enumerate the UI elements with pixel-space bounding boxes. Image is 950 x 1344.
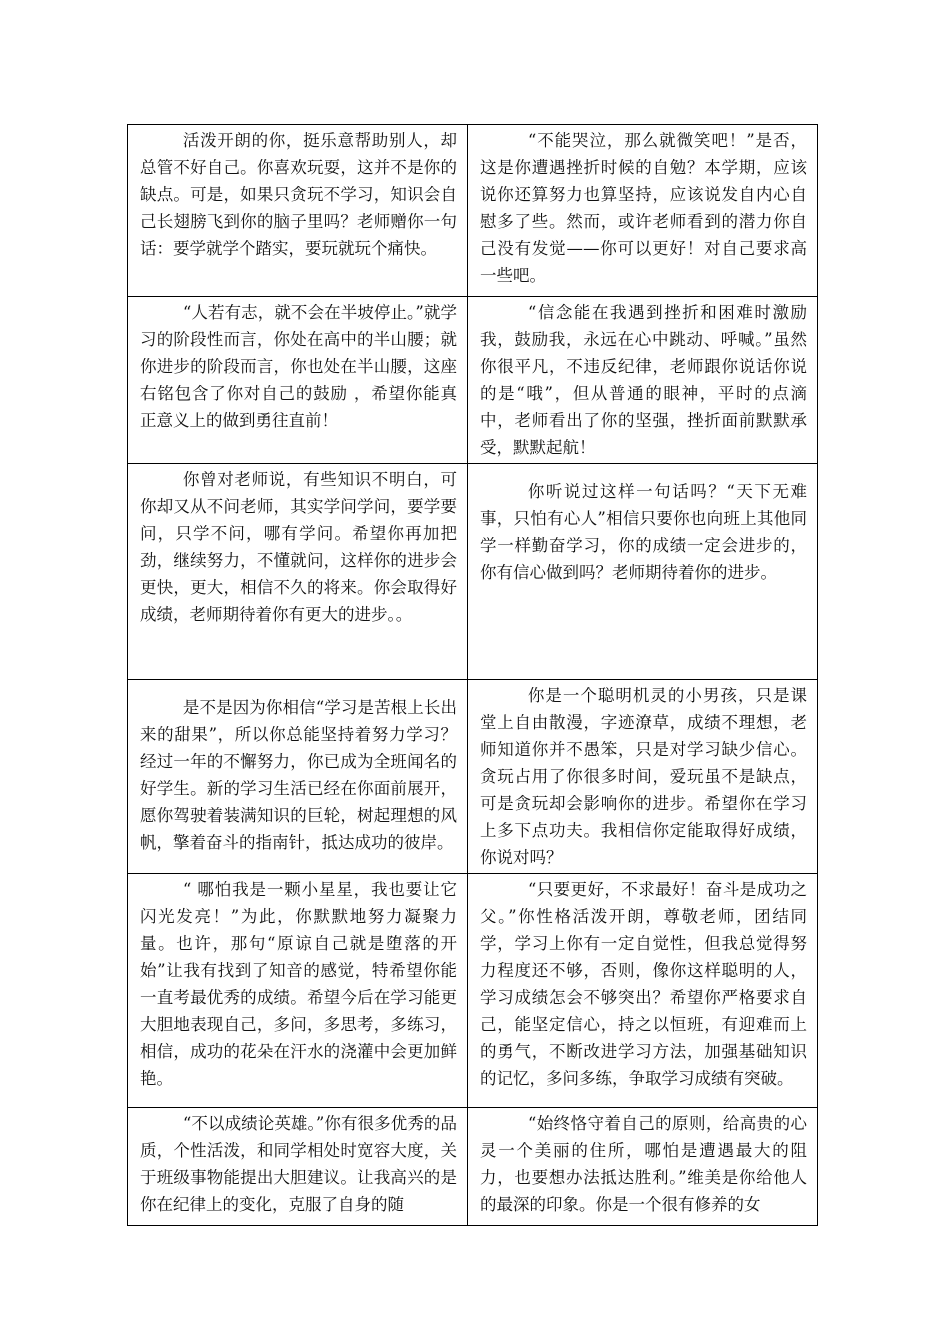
table-row <box>128 297 818 464</box>
comment-text: 你听说过这样一句话吗？“天下无难事，只怕有心人”相信只要你也向班上其他同学一样勤奋学习，你的成绩一定会进步的，你有信心做到吗？老师期待着你的进步。 <box>480 482 807 582</box>
comment-cell-left <box>128 1108 468 1226</box>
comment-text: 活泼开朗的你，挺乐意帮助别人，却总管不好自己。你喜欢玩耍，这并不是你的缺点。可是，如果只贪玩不学习，知识会自己长翅膀飞到你的脑子里吗？老师赠你一句话：要学就学个踏实，要玩就玩个痛快。 <box>140 131 457 258</box>
comment-cell-left <box>128 464 468 680</box>
comment-text: “ 哪怕我是一颗小星星，我也要让它闪光发亮！”为此，你默默地努力凝聚力量。也许，那句“原谅自己就是堕落的开始”让我有找到了知音的感觉，特希望你能一直考最优秀的成绩。希望今后在学习能更大胆地表现自己，多问，多思考，多练习，相信，成功的花朵在汗水的浇灌中会更加鲜艳。 <box>140 880 457 1088</box>
comment-text: “信念能在我遇到挫折和困难时激励我，鼓励我，永远在心中跳动、呼喊。”虽然你很平凡，不违反纪律，老师跟你说话你说的是“哦”，但从普通的眼神，平时的点滴中，老师看出了你的坚强，挫折面前默默承受，默默起航！ <box>480 303 807 457</box>
comment-text: “人若有志，就不会在半坡停止。”就学习的阶段性而言，你处在高中的半山腰；就你进步的阶段而言，你也处在半山腰，这座右铭包含了你对自己的鼓励 ，希望你能真正意义上的做到勇往直前！ <box>140 303 457 430</box>
comments-table <box>127 124 818 1226</box>
comment-cell-right <box>468 464 818 680</box>
comment-cell-left <box>128 874 468 1108</box>
comment-text: “不以成绩论英雄。”你有很多优秀的品质，个性活泼，和同学相处时宽容大度，关于班级事物能提出大胆建议。让我高兴的是你在纪律上的变化，克服了自身的随 <box>140 1114 457 1214</box>
table-row <box>128 874 818 1108</box>
comment-cell-right <box>468 1108 818 1226</box>
table-row <box>128 680 818 874</box>
table-row <box>128 1108 818 1226</box>
comment-cell-left <box>128 297 468 464</box>
comment-text: 你是一个聪明机灵的小男孩，只是课堂上自由散漫，字迹潦草，成绩不理想，老师知道你并不愚笨，只是对学习缺少信心。贪玩占用了你很多时间，爱玩虽不是缺点，可是贪玩却会影响你的进步。希望你在学习上多下点功夫。我相信你定能取得好成绩，你说对吗？ <box>480 686 807 867</box>
comment-text: 你曾对老师说，有些知识不明白，可你却又从不问老师，其实学问学问，要学要问，只学不问，哪有学问。希望你再加把劲，继续努力，不懂就问，这样你的进步会更快，更大，相信不久的将来。你会取得好成绩，老师期待着你有更大的进步。。 <box>140 470 457 624</box>
comment-cell-left <box>128 125 468 297</box>
comment-text: “始终恪守着自己的原则，给高贵的心灵一个美丽的住所，哪怕是遭遇最大的阻力，也要想办法抵达胜利。”维美是你给他人的最深的印象。你是一个很有修养的女 <box>480 1114 807 1214</box>
comment-cell-right <box>468 125 818 297</box>
comment-cell-left <box>128 680 468 874</box>
comment-cell-right <box>468 680 818 874</box>
table-row <box>128 125 818 297</box>
comment-text: 是不是因为你相信“学习是苦根上长出来的甜果”，所以你总能坚持着努力学习？经过一年的不懈努力，你已成为全班闻名的好学生。新的学习生活已经在你面前展开，愿你驾驶着装满知识的巨轮，树起理想的风帆，擎着奋斗的指南针，抵达成功的彼岸。 <box>140 698 457 852</box>
comment-cell-right <box>468 297 818 464</box>
comment-cell-right <box>468 874 818 1108</box>
comment-text: “只要更好，不求最好！奋斗是成功之父。”你性格活泼开朗，尊敬老师，团结同学，学习上你有一定自觉性，但我总觉得努力程度还不够，否则，像你这样聪明的人，学习成绩怎会不够突出？希望你严格要求自己，能坚定信心，持之以恒班，有迎难而上的勇气，不断改进学习方法，加强基础知识的记忆，多问多练，争取学习成绩有突破。 <box>480 880 807 1088</box>
comment-text: “不能哭泣，那么就微笑吧！”是否，这是你遭遇挫折时候的自勉？本学期，应该说你还算努力也算坚持，应该说发自内心自慰多了些。然而，或许老师看到的潜力你自己没有发觉——你可以更好！对自己要求高一些吧。 <box>480 131 807 285</box>
table-row <box>128 464 818 680</box>
